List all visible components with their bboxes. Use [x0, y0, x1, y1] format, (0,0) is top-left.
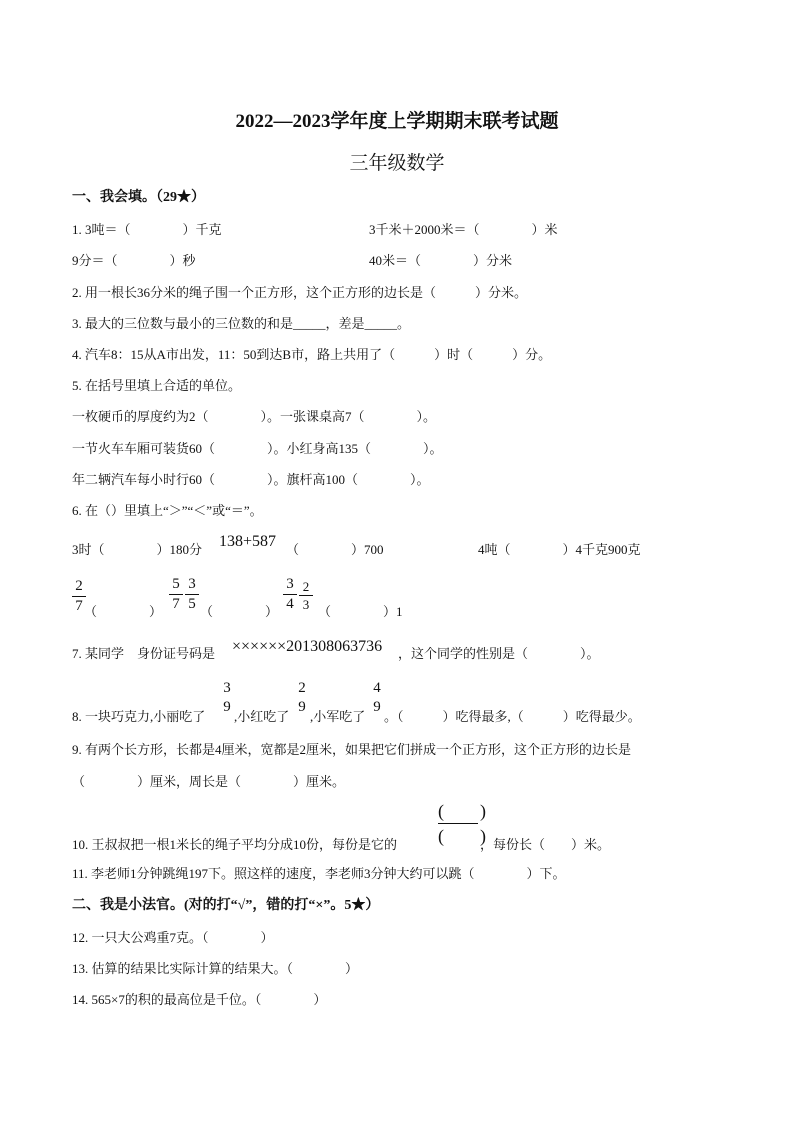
- question-3: 3. 最大的三位数与最小的三位数的和是_____，差是_____。: [72, 316, 411, 331]
- question-5a: 一枚硬币的厚度约为2（ ）。一张课桌高7（ ）。: [72, 409, 437, 424]
- question-8-mid1: ,小红吃了: [234, 709, 290, 724]
- fraction-denominator: 9: [373, 699, 381, 715]
- question-9-line2: （ ）厘米，周长是（ ）厘米。: [72, 774, 346, 789]
- fraction-denominator: 9: [298, 699, 306, 715]
- fraction-3-5: [185, 577, 199, 612]
- question-1c: 9分＝（ ）秒: [72, 253, 196, 268]
- fraction-denominator: 5: [188, 596, 196, 612]
- question-11: 11. 李老师1分钟跳绳197下。照这样的速度，李老师3分钟大约可以跳（ ）下。: [72, 866, 566, 881]
- question-7-lead: 7. 某同学 身份证号码是: [72, 646, 216, 661]
- question-1a: 1. 3吨＝（ ）千克: [72, 222, 222, 237]
- question-1d: 40米＝（ ）分米: [369, 253, 513, 268]
- fraction-numerator: 2: [75, 578, 83, 594]
- section-1-title: 一、我会填。（29★）: [72, 190, 205, 205]
- question-6a-expression: 138+587: [219, 533, 277, 550]
- question-5b: 一节火车车厢可装货60（ ）。小红身高135（ ）。: [72, 441, 443, 456]
- question-10-fraction-blank: [438, 801, 486, 846]
- question-14: 14. 565×7的积的最高位是千位。（ ）: [72, 992, 327, 1007]
- fraction-numerator: 3: [188, 576, 196, 592]
- fraction-4-9: [370, 681, 384, 715]
- fraction-denominator: 7: [172, 596, 180, 612]
- fraction-numerator: 4: [373, 680, 381, 696]
- question-6a-part1: 3时（ ）180分: [72, 542, 203, 557]
- question-2: 2. 用一根长36分米的绳子围一个正方形，这个正方形的边长是（ ）分米。: [72, 285, 528, 300]
- question-6b-blank2: （ ）: [200, 604, 279, 619]
- exam-title: 2022—2023学年度上学期期末联考试题: [235, 111, 559, 132]
- question-5c: 年二辆汽车每小时行60（ ）。旗杆高100（ ）。: [72, 472, 430, 487]
- question-8-lead: 8. 一块巧克力,小丽吃了: [72, 709, 206, 724]
- question-1b: 3千米＋2000米＝（ ）米: [369, 222, 558, 237]
- exam-subtitle: 三年级数学: [349, 153, 445, 174]
- question-7-tail: ，这个同学的性别是（ ）。: [398, 646, 600, 661]
- fraction-2-3: [299, 580, 313, 611]
- fraction-denominator: 9: [223, 699, 231, 715]
- question-6a-part3: 4吨（ ）4千克900克: [478, 542, 641, 557]
- fraction-2-9: [295, 681, 309, 715]
- fraction-numerator: 3: [223, 680, 231, 696]
- fraction-numerator: 2: [302, 579, 310, 594]
- question-6b-blank1: （ ）: [84, 604, 163, 619]
- question-9-line1: 9. 有两个长方形，长都是4厘米，宽都是2厘米，如果把它们拼成一个正方形，这个正方形的边长是: [72, 742, 632, 757]
- question-8-mid2: ,小军吃了: [310, 709, 366, 724]
- question-10-lead: 10. 王叔叔把一根1米长的绳子平均分成10份，每份是它的: [72, 837, 398, 852]
- fraction-numerator: 5: [172, 576, 180, 592]
- question-6b-blank3: （ ）1: [318, 604, 403, 619]
- question-6: 6. 在（）里填上“＞”“＜”或“＝”。: [72, 503, 263, 518]
- question-8-tail: 。（ ）吃得最多,（ ）吃得最少。: [384, 709, 641, 724]
- question-6a-part2: （ ）700: [286, 542, 384, 557]
- fraction-denominator: 3: [302, 597, 310, 612]
- section-2-title: 二、我是小法官。(对的打“√”，错的打“×”。5★）: [72, 898, 380, 913]
- question-13: 13. 估算的结果比实际计算的结果大。（ ）: [72, 961, 359, 976]
- fraction-denominator: 4: [286, 596, 294, 612]
- fraction-numerator-blank: ( ): [438, 801, 486, 821]
- fraction-3-9: [220, 681, 234, 715]
- fraction-3-4: [283, 577, 297, 612]
- question-10-tail: ，每份长（ ）米。: [480, 837, 611, 852]
- fraction-denominator: 7: [75, 598, 83, 614]
- fraction-denominator-blank: ( ): [438, 826, 486, 846]
- fraction-5-7: [169, 577, 183, 612]
- question-12: 12. 一只大公鸡重7克。（ ）: [72, 930, 274, 945]
- question-5: 5. 在括号里填上合适的单位。: [72, 378, 242, 393]
- fraction-numerator: 2: [298, 680, 306, 696]
- question-7-id-number: ××××××201308063736: [232, 638, 383, 655]
- question-4: 4. 汽车8：15从A市出发，11：50到达B市，路上共用了（ ）时（ ）分。: [72, 347, 552, 362]
- fraction-numerator: 3: [286, 576, 294, 592]
